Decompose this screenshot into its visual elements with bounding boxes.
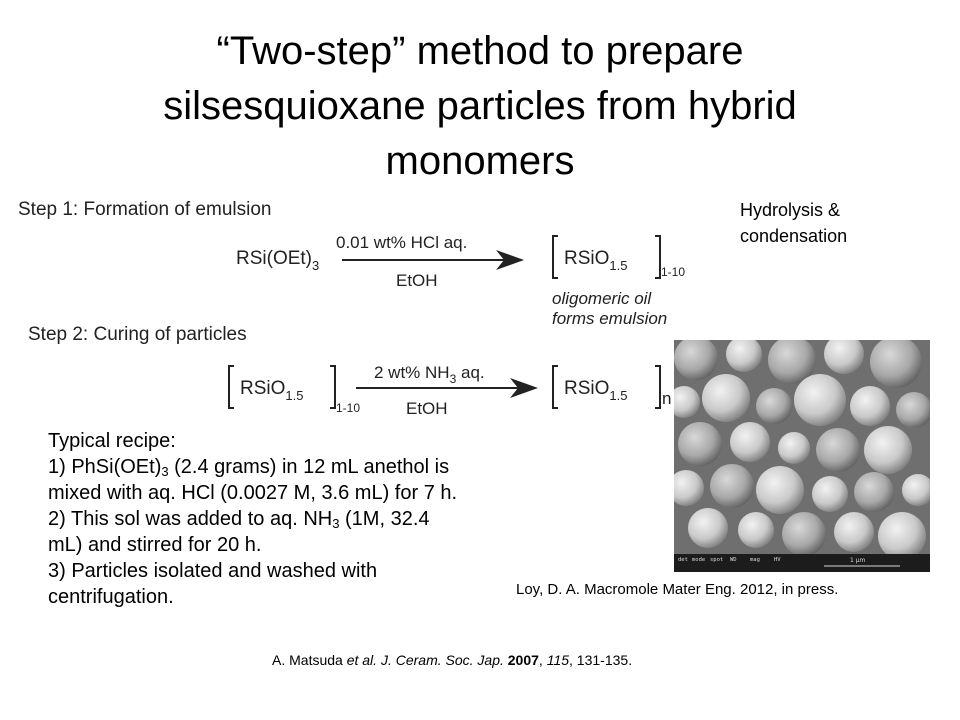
step1-heading: Step 1: Formation of emulsion [18,199,272,220]
recipe-line-3: 2) This sol was added to aq. $NH_3$ (1M, 32.4 [48,508,430,531]
recipe-line-6: centrifugation. [48,586,174,608]
step2-heading: Step 2: Curing of particles [28,324,247,345]
hydrolysis-note [740,197,900,249]
recipe-line-1: 1) $PhSi(OEt)_3$ (2.4 grams) in 12 mL anethol is [48,456,450,479]
title-line-1: “Two-step” method to prepare [216,29,744,73]
step1-note-line-1: oligomeric oil [552,289,652,308]
step2-product-bracket-left [553,366,558,408]
recipe-line-4: mL) and stirred for 20 h. [48,534,262,556]
step2-product: RSiO$_{1.5}$ [564,378,628,403]
hydrolysis-note-line-1: Hydrolysis & [740,200,841,220]
step1-note-line-2: forms emulsion [552,309,668,328]
step1-reactant: $RSi(OEt)_3$ [236,248,320,273]
title-line-3: monomers [385,139,575,183]
hydrolysis-note-line-2: condensation [740,226,848,246]
svg-text:det: det [678,557,688,563]
step1-product-bracket-right [655,236,660,278]
step1-product: RSiO$_{1.5}$ [564,248,628,273]
step2-reactant: RSiO$_{1.5}$ [240,378,304,403]
step2-reactant-bracket-right [330,366,335,408]
sem-micrograph [674,340,930,572]
title-line-2: silsesquioxane particles from hybrid [163,84,797,128]
typical-recipe [48,428,618,610]
slide-title [40,24,920,189]
step1-reagent-top: 0.01 wt% HCl aq. [336,233,468,252]
recipe-heading: Typical recipe: [48,430,176,452]
step2-reactant-bracket-left [229,366,234,408]
reaction-scheme [14,188,704,423]
svg-text:spot: spot [710,557,724,563]
step2-product-n: n [662,389,672,408]
svg-text:WD: WD [730,557,737,563]
step2-reactant-range: 1-10 [336,401,361,415]
step1-product-bracket-left [553,236,558,278]
image-citation: Loy, D. A. Macromole Mater Eng. 2012, in press. [516,581,839,598]
step1-product-range: 1-10 [661,265,686,279]
svg-text:mag: mag [750,557,760,563]
recipe-line-5: 3) Particles isolated and washed with [48,560,378,582]
reference-citation: A. Matsuda et al. J. Ceram. Soc. Jap. 2007, 115, 131-135. [272,652,633,668]
svg-text:mode: mode [692,557,706,563]
recipe-line-2: mixed with aq. HCl (0.0027 M, 3.6 mL) for 7 h. [48,482,458,504]
step1-reagent-bottom: EtOH [396,271,438,290]
svg-text:HV: HV [774,557,781,563]
sem-scale-label: 1 μm [850,557,866,564]
step2-product-bracket-right [655,366,660,408]
step2-reagent-top: 2 wt% $NH_3$ aq. [374,363,485,386]
step2-reagent-bottom: EtOH [406,399,448,418]
